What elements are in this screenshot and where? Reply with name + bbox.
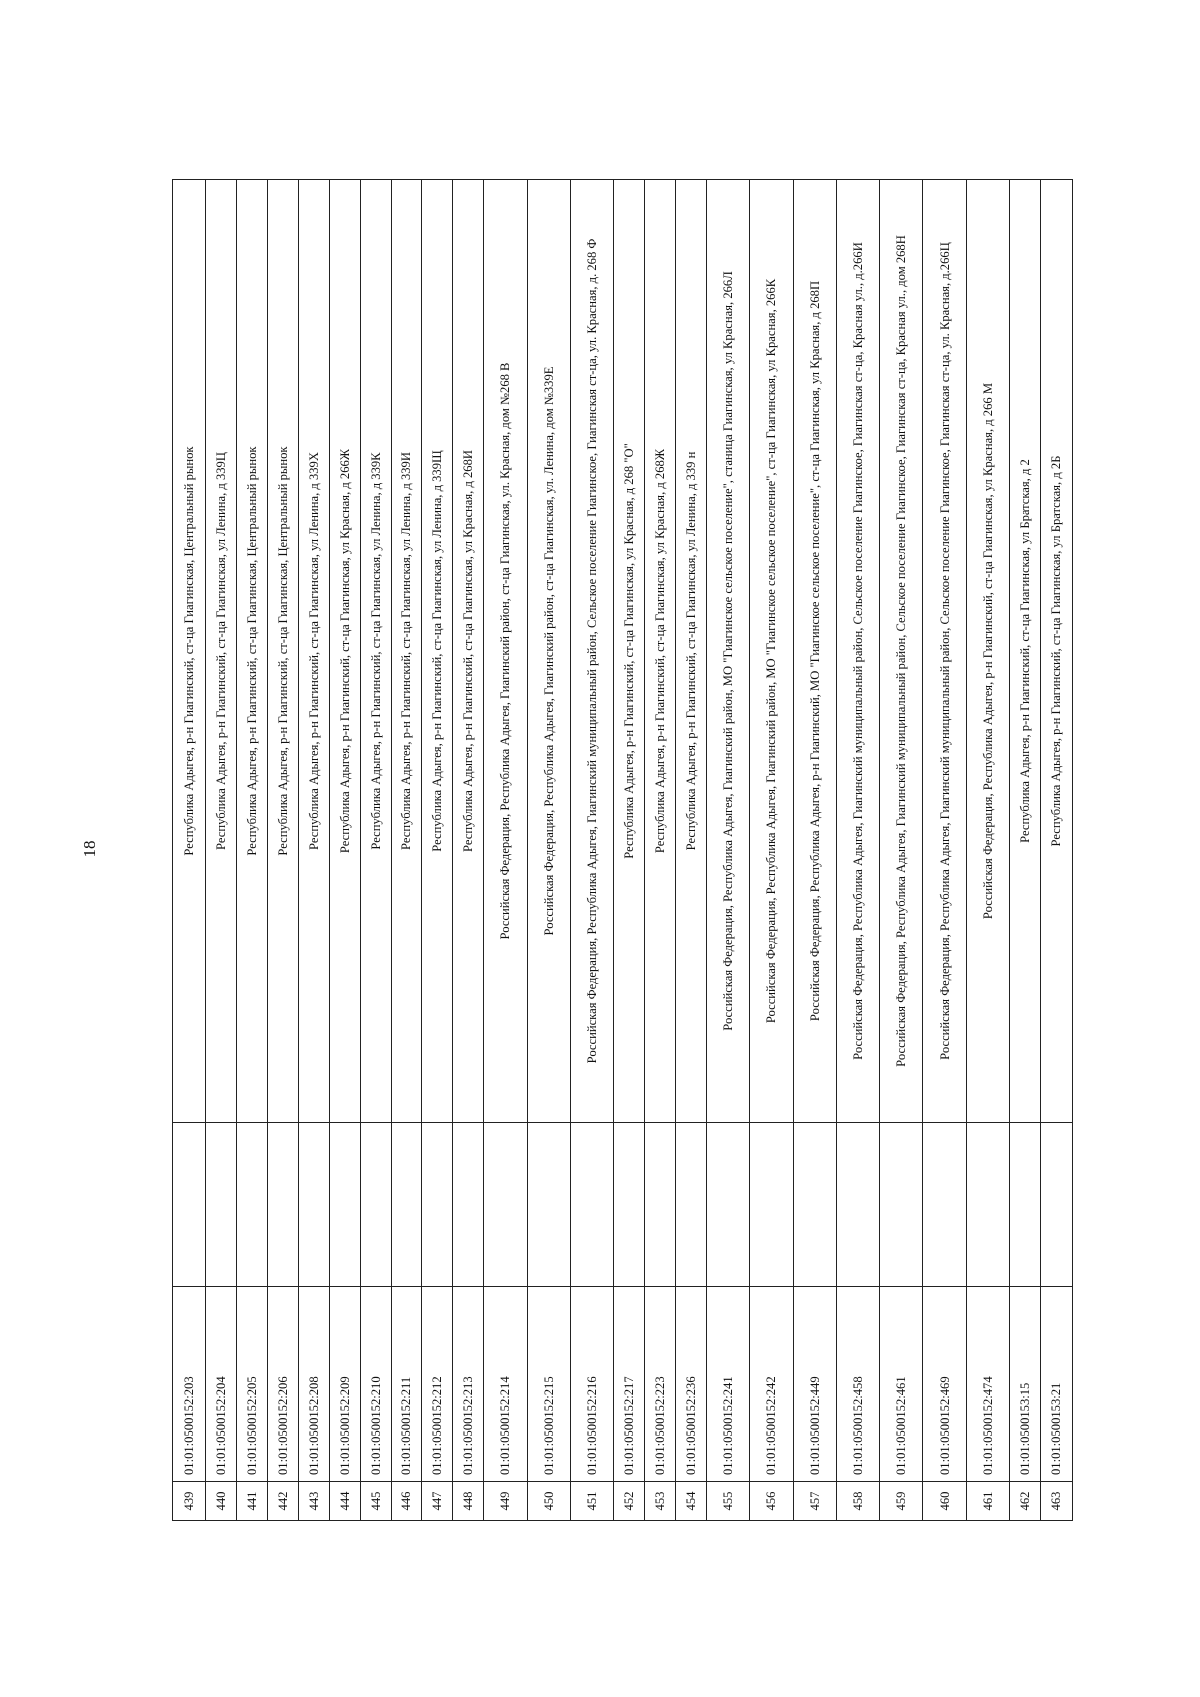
row-number-cell: 445 xyxy=(360,1482,391,1521)
extra-cell xyxy=(880,1123,923,1287)
address-cell: Российская Федерация, Республика Адыгея, Гиагинский район, ст-ца Гиагинская, ул. Ленина, дом №339Е xyxy=(527,180,570,1123)
registry-table-wrapper xyxy=(172,180,1073,1521)
address-cell: Республика Адыгея, р-н Гиагинский, ст-ца Гиагинская, ул Ленина, д 339 н xyxy=(676,180,707,1123)
cadastral-number-cell: 01:01:0500152:209 xyxy=(329,1287,360,1482)
address-cell: Республика Адыгея, р-н Гиагинский, ст-ца Гиагинская, ул Ленина, д 339К xyxy=(360,180,391,1123)
extra-cell xyxy=(422,1123,453,1287)
row-number-cell: 461 xyxy=(966,1482,1009,1521)
address-cell: Республика Адыгея, р-н Гиагинский, ст-ца Гиагинская, ул Красная, д 266Ж xyxy=(329,180,360,1123)
address-cell: Российская Федерация, Республика Адыгея, Гиагинский район, МО "Гиагинское сельское поселение", станица Гиагинская, ул Красная, 266Л xyxy=(706,180,749,1123)
extra-cell xyxy=(966,1123,1009,1287)
table-row xyxy=(236,180,267,1521)
row-number-cell: 444 xyxy=(329,1482,360,1521)
row-number-cell: 454 xyxy=(676,1482,707,1521)
address-cell: Республика Адыгея, р-н Гиагинский, ст-ца Гиагинская, Центральный рынок xyxy=(267,180,298,1123)
address-cell: Республика Адыгея, р-н Гиагинский, ст-ца Гиагинская, Центральный рынок xyxy=(173,180,206,1123)
page-number: 18 xyxy=(80,840,99,858)
table-row xyxy=(793,180,836,1521)
row-number-cell: 439 xyxy=(173,1482,206,1521)
table-row xyxy=(1040,180,1072,1521)
table-row xyxy=(484,180,527,1521)
table-row xyxy=(298,180,329,1521)
extra-cell xyxy=(360,1123,391,1287)
table-row xyxy=(422,180,453,1521)
extra-cell xyxy=(706,1123,749,1287)
row-number-cell: 449 xyxy=(484,1482,527,1521)
address-cell: Российская Федерация, Республика Адыгея, р-н Гиагинский, ст-ца Гиагинская, ул Красная, д 266 М xyxy=(966,180,1009,1123)
cadastral-number-cell: 01:01:0500152:236 xyxy=(676,1287,707,1482)
cadastral-number-cell: 01:01:0500152:203 xyxy=(173,1287,206,1482)
row-number-cell: 457 xyxy=(793,1482,836,1521)
extra-cell xyxy=(236,1123,267,1287)
row-number-cell: 460 xyxy=(923,1482,966,1521)
address-cell: Российская Федерация, Республика Адыгея, Гиагинский район, МО "Гиагинское сельское поселение", ст-ца Гиагинская, ул Красная, 266К xyxy=(750,180,793,1123)
row-number-cell: 453 xyxy=(645,1482,676,1521)
table-row xyxy=(453,180,484,1521)
extra-cell xyxy=(614,1123,645,1287)
extra-cell xyxy=(453,1123,484,1287)
extra-cell xyxy=(1010,1123,1041,1287)
address-cell: Российская Федерация, Республика Адыгея, Гиагинский муниципальный район, Сельское поселение Гиагинское, Гиагинская ст-ца, ул. Красная, д. 268 Ф xyxy=(570,180,613,1123)
cadastral-number-cell: 01:01:0500152:214 xyxy=(484,1287,527,1482)
extra-cell xyxy=(645,1123,676,1287)
row-number-cell: 440 xyxy=(205,1482,236,1521)
cadastral-number-cell: 01:01:0500152:216 xyxy=(570,1287,613,1482)
table-row xyxy=(676,180,707,1521)
cadastral-number-cell: 01:01:0500153:15 xyxy=(1010,1287,1041,1482)
address-cell: Республика Адыгея, р-н Гиагинский, ст-ца Гиагинская, ул Братская, д 2Б xyxy=(1040,180,1072,1123)
cadastral-number-cell: 01:01:0500152:213 xyxy=(453,1287,484,1482)
registry-table xyxy=(172,179,1073,1521)
row-number-cell: 455 xyxy=(706,1482,749,1521)
cadastral-number-cell: 01:01:0500152:208 xyxy=(298,1287,329,1482)
extra-cell xyxy=(1040,1123,1072,1287)
cadastral-number-cell: 01:01:0500152:205 xyxy=(236,1287,267,1482)
row-number-cell: 458 xyxy=(836,1482,879,1521)
address-cell: Республика Адыгея, р-н Гиагинский, ст-ца Гиагинская, ул Красная, д 268Ж xyxy=(645,180,676,1123)
table-row xyxy=(880,180,923,1521)
address-cell: Республика Адыгея, р-н Гиагинский, ст-ца Гиагинская, ул Ленина, д 339И xyxy=(391,180,422,1123)
address-cell: Республика Адыгея, р-н Гиагинский, ст-ца Гиагинская, ул Ленина, д 339Ц xyxy=(205,180,236,1123)
extra-cell xyxy=(267,1123,298,1287)
table-row xyxy=(391,180,422,1521)
table-row xyxy=(645,180,676,1521)
extra-cell xyxy=(676,1123,707,1287)
extra-cell xyxy=(173,1123,206,1287)
address-cell: Республика Адыгея, р-н Гиагинский, ст-ца Гиагинская, ул Братская, д 2 xyxy=(1010,180,1041,1123)
cadastral-number-cell: 01:01:0500152:461 xyxy=(880,1287,923,1482)
row-number-cell: 459 xyxy=(880,1482,923,1521)
cadastral-number-cell: 01:01:0500152:242 xyxy=(750,1287,793,1482)
table-row xyxy=(750,180,793,1521)
table-row xyxy=(836,180,879,1521)
table-row xyxy=(706,180,749,1521)
extra-cell xyxy=(484,1123,527,1287)
address-cell: Российская Федерация, Республика Адыгея, Гиагинский муниципальный район, Сельское поселение Гиагинское, Гиагинская ст-ца, Красная ул., д.266И xyxy=(836,180,879,1123)
cadastral-number-cell: 01:01:0500152:217 xyxy=(614,1287,645,1482)
address-cell: Российская Федерация, Республика Адыгея, р-н Гиагинский, МО "Гиагинское сельское поселение", ст-ца Гиагинская, ул Красная, д 268П xyxy=(793,180,836,1123)
cadastral-number-cell: 01:01:0500152:469 xyxy=(923,1287,966,1482)
table-row xyxy=(173,180,206,1521)
table-row xyxy=(329,180,360,1521)
address-cell: Республика Адыгея, р-н Гиагинский, ст-ца Гиагинская, Центральный рынок xyxy=(236,180,267,1123)
cadastral-number-cell: 01:01:0500152:215 xyxy=(527,1287,570,1482)
address-cell: Республика Адыгея, р-н Гиагинский, ст-ца Гиагинская, ул Красная, д 268И xyxy=(453,180,484,1123)
cadastral-number-cell: 01:01:0500152:210 xyxy=(360,1287,391,1482)
extra-cell xyxy=(923,1123,966,1287)
cadastral-number-cell: 01:01:0500152:211 xyxy=(391,1287,422,1482)
cadastral-number-cell: 01:01:0500153:21 xyxy=(1040,1287,1072,1482)
cadastral-number-cell: 01:01:0500152:204 xyxy=(205,1287,236,1482)
extra-cell xyxy=(391,1123,422,1287)
cadastral-number-cell: 01:01:0500152:206 xyxy=(267,1287,298,1482)
address-cell: Российская Федерация, Республика Адыгея, Гиагинский муниципальный район, Сельское поселение Гиагинское, Гиагинская ст-ца, ул. Красная, д.266Ц xyxy=(923,180,966,1123)
row-number-cell: 456 xyxy=(750,1482,793,1521)
row-number-cell: 452 xyxy=(614,1482,645,1521)
extra-cell xyxy=(329,1123,360,1287)
row-number-cell: 463 xyxy=(1040,1482,1072,1521)
extra-cell xyxy=(793,1123,836,1287)
registry-table-rotor xyxy=(172,180,1073,1521)
address-cell: Республика Адыгея, р-н Гиагинский, ст-ца Гиагинская, ул Красная, д 268 "О" xyxy=(614,180,645,1123)
extra-cell xyxy=(570,1123,613,1287)
row-number-cell: 441 xyxy=(236,1482,267,1521)
cadastral-number-cell: 01:01:0500152:212 xyxy=(422,1287,453,1482)
row-number-cell: 442 xyxy=(267,1482,298,1521)
address-cell: Республика Адыгея, р-н Гиагинский, ст-ца Гиагинская, ул Ленина, д 339Щ xyxy=(422,180,453,1123)
table-row xyxy=(205,180,236,1521)
cadastral-number-cell: 01:01:0500152:241 xyxy=(706,1287,749,1482)
row-number-cell: 446 xyxy=(391,1482,422,1521)
table-row xyxy=(267,180,298,1521)
table-row xyxy=(570,180,613,1521)
table-row xyxy=(360,180,391,1521)
row-number-cell: 443 xyxy=(298,1482,329,1521)
extra-cell xyxy=(836,1123,879,1287)
cadastral-number-cell: 01:01:0500152:223 xyxy=(645,1287,676,1482)
extra-cell xyxy=(527,1123,570,1287)
row-number-cell: 448 xyxy=(453,1482,484,1521)
row-number-cell: 462 xyxy=(1010,1482,1041,1521)
table-row xyxy=(527,180,570,1521)
row-number-cell: 447 xyxy=(422,1482,453,1521)
table-row xyxy=(966,180,1009,1521)
table-row xyxy=(614,180,645,1521)
address-cell: Республика Адыгея, р-н Гиагинский, ст-ца Гиагинская, ул Ленина, д 339Х xyxy=(298,180,329,1123)
address-cell: Российская Федерация, Республика Адыгея, Гиагинский район, ст-ца Гиагинская, ул. Красная, дом №268 В xyxy=(484,180,527,1123)
table-row xyxy=(923,180,966,1521)
extra-cell xyxy=(205,1123,236,1287)
registry-table-body xyxy=(173,180,1073,1521)
row-number-cell: 451 xyxy=(570,1482,613,1521)
cadastral-number-cell: 01:01:0500152:458 xyxy=(836,1287,879,1482)
address-cell: Российская Федерация, Республика Адыгея, Гиагинский муниципальный район, Сельское поселение Гиагинское, Гиагинская ст-ца, Красная ул., дом 268Н xyxy=(880,180,923,1123)
row-number-cell: 450 xyxy=(527,1482,570,1521)
extra-cell xyxy=(298,1123,329,1287)
extra-cell xyxy=(750,1123,793,1287)
table-row xyxy=(1010,180,1041,1521)
cadastral-number-cell: 01:01:0500152:474 xyxy=(966,1287,1009,1482)
cadastral-number-cell: 01:01:0500152:449 xyxy=(793,1287,836,1482)
